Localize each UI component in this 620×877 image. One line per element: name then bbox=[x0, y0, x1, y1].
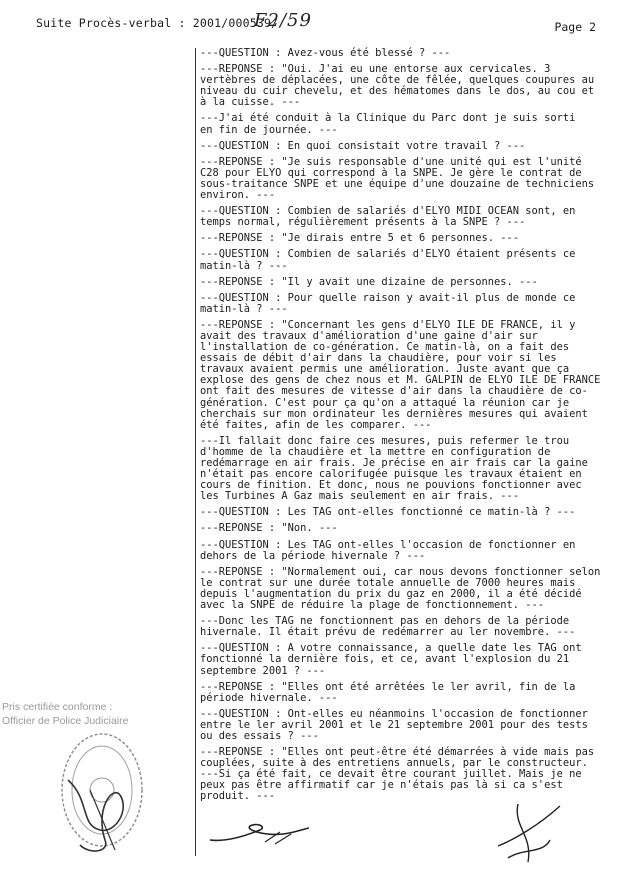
text-line: depuis l'augmentation du prix du gaz en 2000, il a été décidé bbox=[200, 587, 582, 600]
text-line: septembre 2001 ? --- bbox=[200, 664, 326, 677]
certification-stamp bbox=[2, 700, 128, 728]
text-line: avec la SNPE de réduire la plage de fonctionnement. --- bbox=[200, 599, 545, 612]
text-line: sous-traitance SNPE et une équipe d'une douzaine de techniciens bbox=[200, 177, 595, 190]
text-line: ---Donc les TAG ne fonctionnent pas en dehors de la période bbox=[200, 615, 570, 628]
text-line: produit. --- bbox=[200, 790, 276, 803]
text-line: été faites, afin de les comparer. --- bbox=[200, 418, 432, 431]
text-line: ---REPONSE : "Elles ont été arrêtées le ler avril, fin de la bbox=[200, 680, 576, 693]
page-header bbox=[36, 10, 596, 38]
text-line: ---REPONSE : "Non. --- bbox=[200, 522, 338, 535]
text-line: ---QUESTION : Combien de salariés d'ELYO étaient présents ce bbox=[200, 248, 576, 261]
text-line: matin-là ? --- bbox=[200, 302, 288, 315]
text-line: niveau du cuir chevelu, et des hématomes dans le dos, au cou et bbox=[200, 85, 595, 98]
text-line: ---REPONSE : "Je suis responsable d'une unité qui est l'unité bbox=[200, 155, 582, 168]
text-line: environ. --- bbox=[200, 189, 276, 202]
text-line: travaux avaient permis une amélioration. Juste avant que ça bbox=[200, 363, 570, 376]
signature-right-icon bbox=[488, 796, 568, 868]
text-line: ---QUESTION : Ont-elles eu néanmoins l'occasion de fonctionner bbox=[200, 707, 588, 720]
text-line: entre le ler avril 2001 et le 21 septembre 2001 pour des tests bbox=[200, 718, 588, 731]
text-line: peux pas être affirmatif car je n'étais pas là si ca s'est bbox=[200, 779, 563, 792]
deposition-text bbox=[200, 48, 610, 803]
text-line: vertèbres de déplacées, une côte de fêlée, quelques coupures au bbox=[200, 74, 595, 87]
text-line: ---QUESTION : Pour quelle raison y avait-il plus de monde ce bbox=[200, 291, 576, 304]
text-line: ont fait des mesures de vitesse d'air dans la chaudière de co- bbox=[200, 385, 588, 398]
text-line: avait des travaux d'amélioration d'une gaine d'air sur bbox=[200, 329, 538, 342]
text-line: d'homme de la chaudière et la mettre en configuration de bbox=[200, 445, 551, 458]
text-line: le contrat sur une durée totale annuelle de 7000 heures mais bbox=[200, 576, 576, 589]
text-line: ---QUESTION : En quoi consistait votre travail ? --- bbox=[200, 139, 526, 152]
text-line: les Turbines A Gaz mais seulement en air frais. --- bbox=[200, 490, 520, 503]
text-line: ---QUESTION : Les TAG ont-elles l'occasion de fonctionner en bbox=[200, 538, 576, 551]
text-line: essais de débit d'air dans la chaudière, pour voir si les bbox=[200, 352, 557, 365]
text-line: ---QUESTION : Les TAG ont-elles fonctionné ce matin-là ? --- bbox=[200, 506, 576, 519]
text-line: génération. C'est pour ça qu'on a attaqué la réunion car je bbox=[200, 396, 570, 409]
text-line: ---REPONSE : "Il y avait une dizaine de personnes. --- bbox=[200, 275, 538, 288]
text-line: redémarrage en air frais. Je précise en air frais car la gaine bbox=[200, 457, 588, 469]
stamp-line-1: Pris certifiée conforme : bbox=[2, 701, 113, 713]
page-number: Page 2 bbox=[554, 20, 596, 34]
text-line: n'était pas encore calorifugée puisque les travaux étaient en bbox=[200, 468, 582, 481]
text-line: ---REPONSE : "Normalement oui, car nous devons fonctionner selon bbox=[200, 565, 601, 578]
text-line: ---REPONSE : "Je dirais entre 5 et 6 personnes. --- bbox=[200, 232, 520, 245]
document-title: Suite Procès-verbal : 2001/000539/ bbox=[36, 16, 279, 30]
text-line: ---REPONSE : "Elles ont peut-être été démarrées à vide mais pas bbox=[200, 746, 595, 759]
text-line: l'installation de co-génération. Ce matin-là, on a fait des bbox=[200, 341, 570, 354]
text-line: ---Si ça été fait, ce devait être courant juillet. Mais je ne bbox=[200, 768, 582, 781]
text-line: couplées, suite à des entretiens annuels, par le constructeur. bbox=[200, 757, 588, 770]
signature-center-icon bbox=[205, 812, 315, 852]
text-line: dehors de la période hivernale ? --- bbox=[200, 549, 426, 562]
text-line: ---REPONSE : "Oui. J'ai eu une entorse aux cervicales. 3 bbox=[200, 63, 551, 76]
text-line: ---Il fallait donc faire ces mesures, puis refermer le trou bbox=[200, 434, 570, 447]
text-line: ou des essais ? --- bbox=[200, 729, 319, 742]
margin-rule bbox=[195, 48, 196, 856]
text-line: ---J'ai été conduit à la Clinique du Parc dont je suis sorti bbox=[200, 112, 576, 125]
text-line: matin-là ? --- bbox=[200, 259, 288, 272]
text-line: fonctionné la dernière fois, et ce, avant l'explosion du 21 bbox=[200, 653, 570, 666]
text-line: en fin de journée. --- bbox=[200, 123, 338, 136]
text-line: explose des gens de chez nous et M. GALPIN de ELYO ILE DE FRANCE bbox=[200, 374, 601, 387]
text-line: temps normal, régulièrement présents à la SNPE ? --- bbox=[200, 216, 526, 229]
text-line: hivernale. Il était prévu de redémarrer au ler novembre. --- bbox=[200, 626, 576, 639]
text-line: ---QUESTION : Avez-vous été blessé ? --- bbox=[200, 47, 451, 59]
text-line: C28 pour ELYO qui correspond à la SNPE. Je gère le contrat de bbox=[200, 166, 582, 179]
text-line: à la cuisse. --- bbox=[200, 96, 301, 109]
text-line: période hivernale. --- bbox=[200, 691, 338, 704]
text-line: ---QUESTION : A votre connaissance, a quelle date les TAG ont bbox=[200, 642, 582, 655]
text-line: cherchais sur mon ordinateur les dernières mesures qui avaient bbox=[200, 407, 588, 420]
text-line: cours de finition. Et donc, nous ne pouvions fonctionner avec bbox=[200, 479, 582, 492]
text-line: ---QUESTION : Combien de salariés d'ELYO MIDI OCEAN sont, en bbox=[200, 205, 576, 218]
handwritten-reference: F2/59 bbox=[254, 10, 312, 31]
signature-left-icon bbox=[60, 770, 140, 860]
stamp-line-2: Officier de Police Judiciaire bbox=[2, 715, 129, 727]
text-line: ---REPONSE : "Concernant les gens d'ELYO ILE DE FRANCE, il y bbox=[200, 318, 576, 331]
